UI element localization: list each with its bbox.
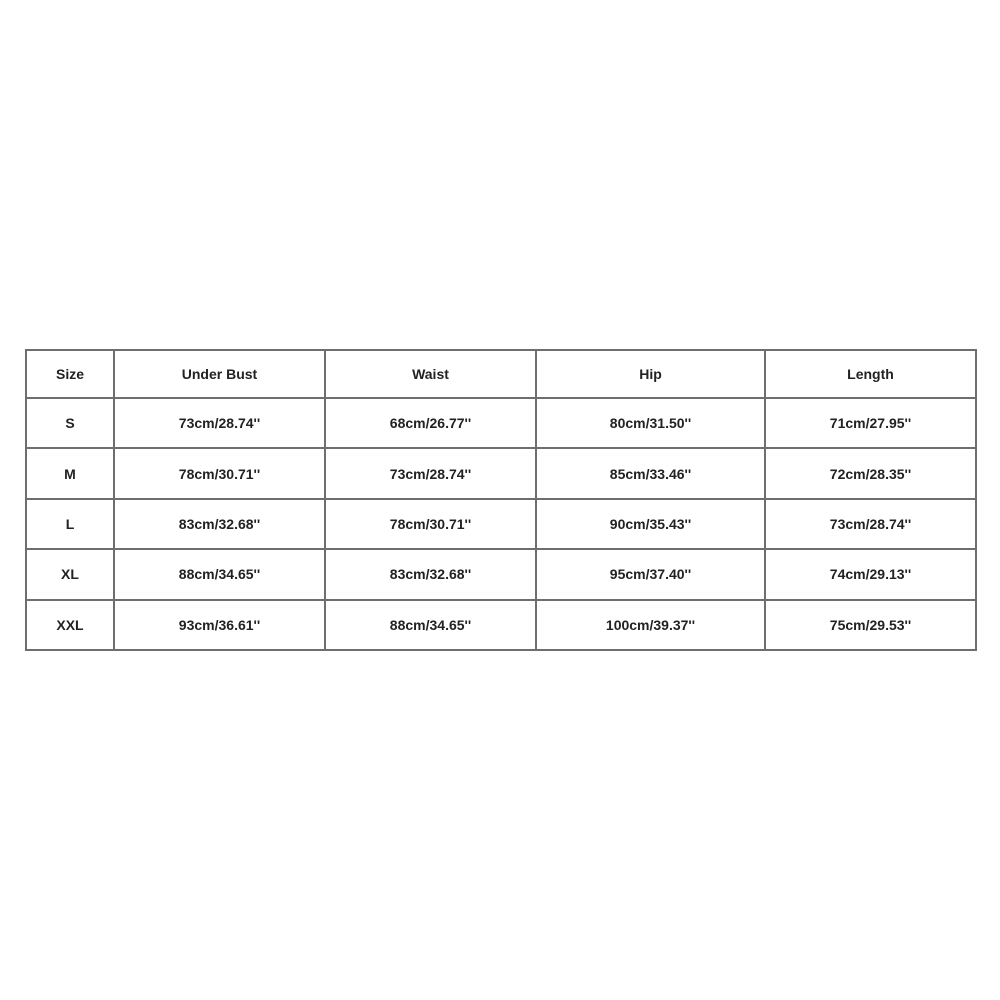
cell-waist: 83cm/32.68''	[325, 549, 536, 599]
cell-under-bust: 78cm/30.71''	[114, 448, 325, 498]
cell-length: 71cm/27.95''	[765, 398, 976, 448]
header-waist: Waist	[325, 350, 536, 398]
cell-under-bust: 73cm/28.74''	[114, 398, 325, 448]
table-row	[26, 398, 976, 448]
cell-under-bust: 93cm/36.61''	[114, 600, 325, 650]
cell-size: L	[26, 499, 114, 549]
cell-size: M	[26, 448, 114, 498]
header-under-bust: Under Bust	[114, 350, 325, 398]
cell-under-bust: 83cm/32.68''	[114, 499, 325, 549]
cell-hip: 95cm/37.40''	[536, 549, 765, 599]
table-row	[26, 448, 976, 498]
cell-waist: 68cm/26.77''	[325, 398, 536, 448]
cell-under-bust: 88cm/34.65''	[114, 549, 325, 599]
cell-hip: 100cm/39.37''	[536, 600, 765, 650]
cell-length: 72cm/28.35''	[765, 448, 976, 498]
header-size: Size	[26, 350, 114, 398]
size-chart-table	[25, 349, 977, 651]
cell-size: S	[26, 398, 114, 448]
cell-waist: 73cm/28.74''	[325, 448, 536, 498]
cell-waist: 78cm/30.71''	[325, 499, 536, 549]
cell-hip: 85cm/33.46''	[536, 448, 765, 498]
cell-size: XL	[26, 549, 114, 599]
cell-length: 74cm/29.13''	[765, 549, 976, 599]
table-header-row	[26, 350, 976, 398]
cell-hip: 90cm/35.43''	[536, 499, 765, 549]
table-row	[26, 600, 976, 650]
table-row	[26, 499, 976, 549]
cell-hip: 80cm/31.50''	[536, 398, 765, 448]
cell-length: 73cm/28.74''	[765, 499, 976, 549]
header-hip: Hip	[536, 350, 765, 398]
cell-waist: 88cm/34.65''	[325, 600, 536, 650]
cell-size: XXL	[26, 600, 114, 650]
header-length: Length	[765, 350, 976, 398]
table-row	[26, 549, 976, 599]
cell-length: 75cm/29.53''	[765, 600, 976, 650]
